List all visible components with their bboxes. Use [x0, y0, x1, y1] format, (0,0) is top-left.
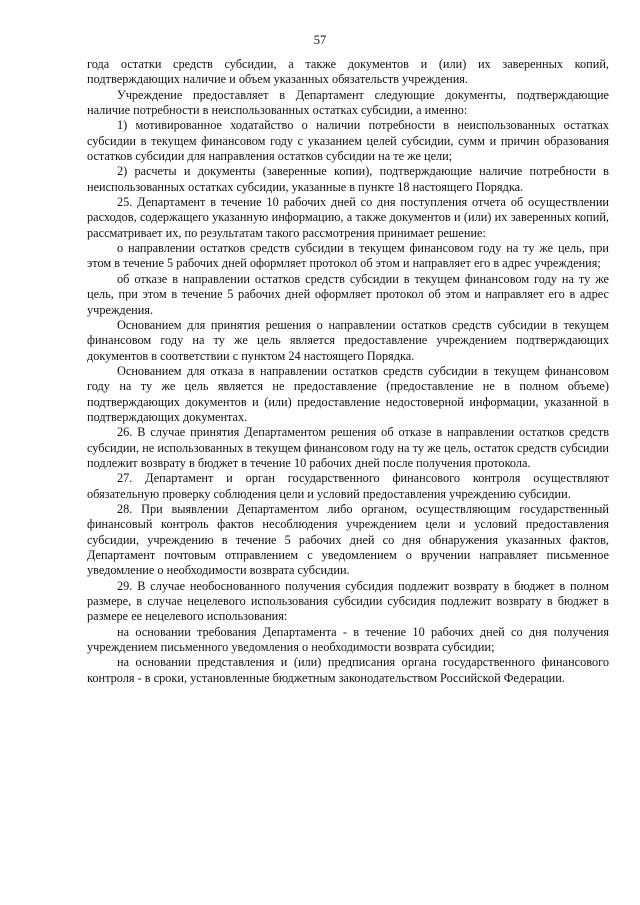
paragraph-7: об отказе в направлении остатков средств субсидии в текущем финансовом году на ту же цель, при этом в течение 5 рабочих дней оформляет протокол об этом и направляет его в адрес учреждения.: [87, 271, 609, 317]
paragraph-2: Учреждение предоставляет в Департамент следующие документы, подтверждающие наличие потребности в неиспользованных остатках субсидии, а именно:: [87, 87, 609, 118]
paragraph-12: 28. При выявлении Департаментом либо органом, осуществляющим государственный финансовый контроль фактов несоблюдения учреждением цели и условий предоставления субсидии, учреждению в течение 5 рабочих дней со дня обнаружения указанных фактов, Департамент почтовым отправлением с уведомлением о вручении направляет письменное уведомление о необходимости возврата субсидии.: [87, 501, 609, 578]
paragraph-4: 2) расчеты и документы (заверенные копии), подтверждающие наличие потребности в неиспользованных остатках субсидии, указанные в пункте 18 настоящего Порядка.: [87, 164, 609, 194]
paragraph-3: 1) мотивированное ходатайство о наличии потребности в неиспользованных остатках субсидии в текущем финансовом году с указанием целей субсидии, сумм и причин образования остатков субсидии для направления остатков субсидии на те же цели;: [87, 118, 609, 164]
paragraph-10: 26. В случае принятия Департаментом решения об отказе в направлении остатков средств субсидии, не использованных в текущем финансовом году на ту же цель, остаток средств субсидии подлежит возврату в бюджет в течение 10 рабочих дней после получения протокола.: [87, 425, 609, 470]
paragraph-5: 25. Департамент в течение 10 рабочих дней со дня поступления отчета об осуществлении расходов, содержащего указанную информацию, а также документов и (или) их заверенных копий, рассматривает их, по результатам такого рассмотрения принимает решение:: [87, 195, 609, 240]
paragraph-9: Основанием для отказа в направлении остатков средств субсидии в текущем финансовом году на ту же цель является не предоставление (предоставление не в полном объеме) подтверждающих документов и (или) предоставление недостоверной информации, указанной в подтверждающих документах.: [87, 363, 609, 424]
paragraph-6: о направлении остатков средств субсидии в текущем финансовом году на ту же цель, при этом в течение 5 рабочих дней оформляет протокол об этом и направляет его в адрес учреждения;: [87, 241, 609, 271]
paragraph-15: на основании представления и (или) предписания органа государственного финансового контроля - в сроки, установленные бюджетным законодательством Российской Федерации.: [87, 655, 609, 685]
paragraph-1: года остатки средств субсидии, а также документов и (или) их заверенных копий, подтверждающих наличие и объем указанных обязательств учреждения.: [87, 57, 609, 87]
page-number: 57: [313, 33, 327, 47]
document-body: [87, 57, 609, 686]
paragraph-11: 27. Департамент и орган государственного финансового контроля осуществляют обязательную проверку соблюдения цели и условий предоставления учреждению субсидии.: [87, 471, 609, 501]
paragraph-14: на основании требования Департамента - в течение 10 рабочих дней со дня получения учреждением письменного уведомления о необходимости возврата субсидии;: [87, 624, 609, 655]
paragraph-13: 29. В случае необоснованного получения субсидия подлежит возврату в бюджет в полном размере, в случае нецелевого использования субсидии субсидия подлежит возврату в бюджет в размере ее нецелевого использования:: [87, 578, 609, 624]
paragraph-8: Основанием для принятия решения о направлении остатков средств субсидии в текущем финансовом году на ту же цель является предоставление учреждением подтверждающих документов в соответствии с пунктом 24 настоящего Порядка.: [87, 317, 609, 363]
